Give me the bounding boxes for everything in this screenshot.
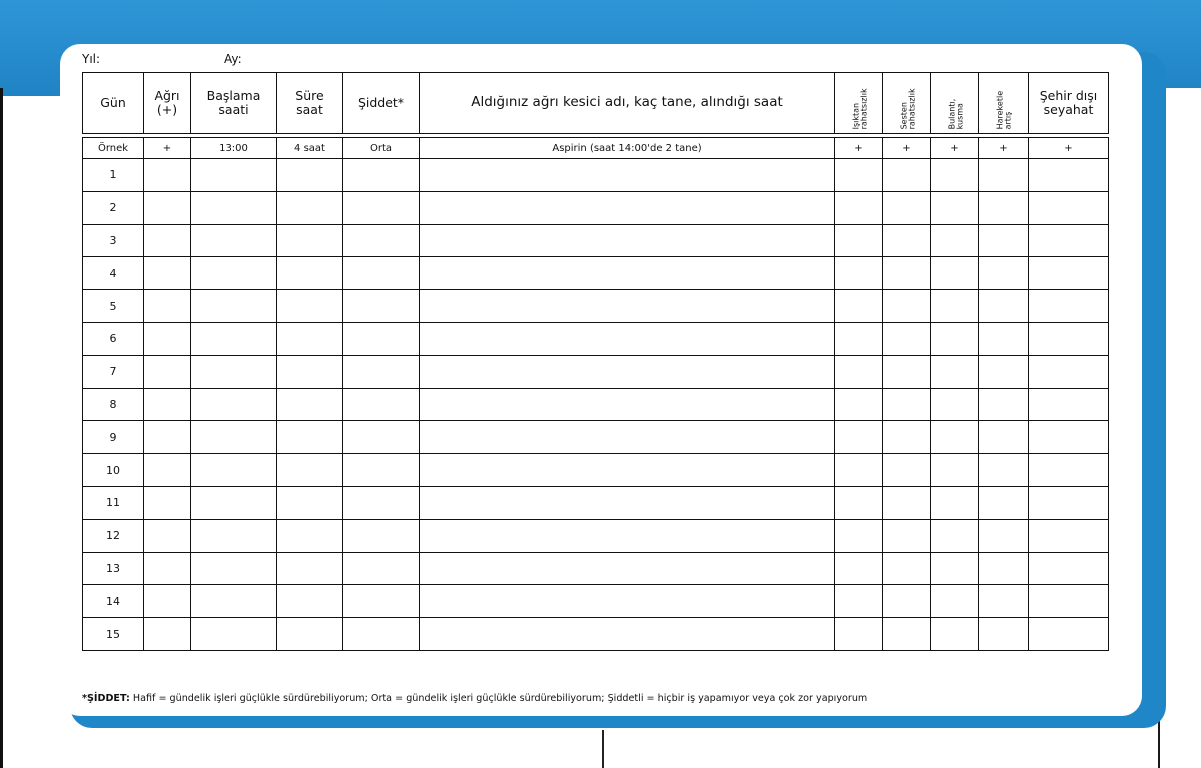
movement-cell[interactable] [979, 585, 1029, 618]
example-start-time: 13:00 [191, 138, 277, 159]
travel-cell[interactable] [1029, 159, 1109, 192]
painkiller-cell[interactable] [420, 585, 835, 618]
day-number: 12 [83, 519, 144, 552]
example-pain: + [144, 138, 191, 159]
painkiller-cell[interactable] [420, 486, 835, 519]
light-cell[interactable] [835, 290, 883, 323]
day-row [83, 618, 1109, 651]
painkiller-cell[interactable] [420, 322, 835, 355]
light-cell[interactable] [835, 618, 883, 651]
example-row [83, 138, 1109, 159]
day-number: 9 [83, 421, 144, 454]
sound-cell[interactable] [883, 322, 931, 355]
movement-cell[interactable] [979, 257, 1029, 290]
pain-cell[interactable] [144, 486, 191, 519]
day-row [83, 159, 1109, 192]
severity-cell[interactable] [343, 388, 420, 421]
nausea-cell[interactable] [931, 552, 979, 585]
day-row [83, 585, 1109, 618]
example-travel: + [1029, 138, 1109, 159]
painkiller-cell[interactable] [420, 355, 835, 388]
day-number: 3 [83, 224, 144, 257]
header-start-time: Başlama saati [191, 73, 277, 134]
light-cell[interactable] [835, 257, 883, 290]
sound-cell[interactable] [883, 159, 931, 192]
light-cell[interactable] [835, 552, 883, 585]
nausea-cell[interactable] [931, 322, 979, 355]
movement-cell[interactable] [979, 290, 1029, 323]
day-row [83, 224, 1109, 257]
example-day: Örnek [83, 138, 144, 159]
day-row [83, 191, 1109, 224]
year-label: Yıl: [82, 52, 101, 66]
start-time-cell[interactable] [191, 519, 277, 552]
start-time-cell[interactable] [191, 290, 277, 323]
pain-cell[interactable] [144, 519, 191, 552]
duration-cell[interactable] [277, 519, 343, 552]
sound-cell[interactable] [883, 290, 931, 323]
light-cell[interactable] [835, 421, 883, 454]
painkiller-cell[interactable] [420, 388, 835, 421]
painkiller-cell[interactable] [420, 257, 835, 290]
start-time-cell[interactable] [191, 388, 277, 421]
header-light-sensitivity: Işıktan rahatsızlık [835, 73, 883, 134]
severity-cell[interactable] [343, 519, 420, 552]
header-day: Gün [83, 73, 144, 134]
pain-cell[interactable] [144, 585, 191, 618]
pain-cell[interactable] [144, 552, 191, 585]
severity-cell[interactable] [343, 224, 420, 257]
severity-cell[interactable] [343, 618, 420, 651]
light-cell[interactable] [835, 585, 883, 618]
day-number: 15 [83, 618, 144, 651]
duration-cell[interactable] [277, 618, 343, 651]
painkiller-cell[interactable] [420, 552, 835, 585]
duration-cell[interactable] [277, 552, 343, 585]
painkiller-cell[interactable] [420, 421, 835, 454]
pain-cell[interactable] [144, 322, 191, 355]
severity-cell[interactable] [343, 290, 420, 323]
pain-cell[interactable] [144, 290, 191, 323]
day-row [83, 290, 1109, 323]
severity-cell[interactable] [343, 191, 420, 224]
day-row [83, 388, 1109, 421]
painkiller-cell[interactable] [420, 454, 835, 487]
travel-cell[interactable] [1029, 519, 1109, 552]
severity-cell[interactable] [343, 257, 420, 290]
day-number: 4 [83, 257, 144, 290]
day-number: 1 [83, 159, 144, 192]
sound-cell[interactable] [883, 519, 931, 552]
duration-cell[interactable] [277, 388, 343, 421]
start-time-cell[interactable] [191, 257, 277, 290]
nausea-cell[interactable] [931, 355, 979, 388]
sound-cell[interactable] [883, 224, 931, 257]
sound-cell[interactable] [883, 355, 931, 388]
duration-cell[interactable] [277, 421, 343, 454]
sound-cell[interactable] [883, 618, 931, 651]
severity-cell[interactable] [343, 454, 420, 487]
travel-cell[interactable] [1029, 454, 1109, 487]
bottom-divider-line [602, 730, 604, 768]
duration-cell[interactable] [277, 191, 343, 224]
nausea-cell[interactable] [931, 486, 979, 519]
travel-cell[interactable] [1029, 191, 1109, 224]
sound-cell[interactable] [883, 486, 931, 519]
pain-cell[interactable] [144, 257, 191, 290]
nausea-cell[interactable] [931, 224, 979, 257]
example-painkiller: Aspirin (saat 14:00'de 2 tane) [420, 138, 835, 159]
painkiller-cell[interactable] [420, 191, 835, 224]
day-number: 2 [83, 191, 144, 224]
nausea-cell[interactable] [931, 421, 979, 454]
duration-cell[interactable] [277, 224, 343, 257]
severity-footnote [82, 693, 867, 704]
day-row [83, 519, 1109, 552]
movement-cell[interactable] [979, 191, 1029, 224]
day-number: 11 [83, 486, 144, 519]
light-cell[interactable] [835, 454, 883, 487]
example-movement: + [979, 138, 1029, 159]
severity-cell[interactable] [343, 322, 420, 355]
start-time-cell[interactable] [191, 224, 277, 257]
nausea-cell[interactable] [931, 618, 979, 651]
header-row [83, 73, 1109, 134]
travel-cell[interactable] [1029, 224, 1109, 257]
day-row [83, 322, 1109, 355]
day-rows [83, 159, 1109, 651]
month-label: Ay: [224, 52, 242, 66]
light-cell[interactable] [835, 388, 883, 421]
header-nausea: Bulantı, kusma [931, 73, 979, 134]
nausea-cell[interactable] [931, 290, 979, 323]
movement-cell[interactable] [979, 618, 1029, 651]
left-edge-line [0, 88, 3, 768]
header-painkiller: Aldığınız ağrı kesici adı, kaç tane, alındığı saat [420, 73, 835, 134]
travel-cell[interactable] [1029, 486, 1109, 519]
movement-cell[interactable] [979, 519, 1029, 552]
movement-cell[interactable] [979, 159, 1029, 192]
header-severity: Şiddet* [343, 73, 420, 134]
light-cell[interactable] [835, 519, 883, 552]
example-duration: 4 saat [277, 138, 343, 159]
nausea-cell[interactable] [931, 454, 979, 487]
example-severity: Orta [343, 138, 420, 159]
nausea-cell[interactable] [931, 585, 979, 618]
severity-cell[interactable] [343, 552, 420, 585]
duration-cell[interactable] [277, 322, 343, 355]
pain-cell[interactable] [144, 159, 191, 192]
painkiller-cell[interactable] [420, 224, 835, 257]
movement-cell[interactable] [979, 552, 1029, 585]
light-cell[interactable] [835, 355, 883, 388]
light-cell[interactable] [835, 322, 883, 355]
footnote-text: Hafif = gündelik işleri güçlükle sürdürebiliyorum; Orta = gündelik işleri güçlükle sürdürebiliyorum; Şiddetli = hiçbir iş yapamıyor veya çok zor yapıyorum [129, 693, 868, 704]
day-row [83, 454, 1109, 487]
start-time-cell[interactable] [191, 454, 277, 487]
severity-cell[interactable] [343, 159, 420, 192]
painkiller-cell[interactable] [420, 290, 835, 323]
start-time-cell[interactable] [191, 355, 277, 388]
sound-cell[interactable] [883, 454, 931, 487]
travel-cell[interactable] [1029, 355, 1109, 388]
day-number: 14 [83, 585, 144, 618]
start-time-cell[interactable] [191, 486, 277, 519]
movement-cell[interactable] [979, 388, 1029, 421]
start-time-cell[interactable] [191, 585, 277, 618]
duration-cell[interactable] [277, 454, 343, 487]
travel-cell[interactable] [1029, 552, 1109, 585]
severity-cell[interactable] [343, 486, 420, 519]
movement-cell[interactable] [979, 486, 1029, 519]
light-cell[interactable] [835, 486, 883, 519]
header-movement: Hareketle artış [979, 73, 1029, 134]
day-number: 10 [83, 454, 144, 487]
sound-cell[interactable] [883, 388, 931, 421]
header-sound-sensitivity: Sesten rahatsızlık [883, 73, 931, 134]
pain-cell[interactable] [144, 355, 191, 388]
sound-cell[interactable] [883, 191, 931, 224]
pain-cell[interactable] [144, 191, 191, 224]
day-number: 6 [83, 322, 144, 355]
movement-cell[interactable] [979, 355, 1029, 388]
day-number: 8 [83, 388, 144, 421]
headache-diary-table [82, 72, 1109, 651]
day-number: 7 [83, 355, 144, 388]
nausea-cell[interactable] [931, 159, 979, 192]
nausea-cell[interactable] [931, 388, 979, 421]
day-row [83, 355, 1109, 388]
painkiller-cell[interactable] [420, 618, 835, 651]
duration-cell[interactable] [277, 585, 343, 618]
pain-cell[interactable] [144, 454, 191, 487]
example-sound: + [883, 138, 931, 159]
severity-cell[interactable] [343, 585, 420, 618]
day-row [83, 421, 1109, 454]
start-time-cell[interactable] [191, 421, 277, 454]
day-row [83, 257, 1109, 290]
movement-cell[interactable] [979, 224, 1029, 257]
pain-cell[interactable] [144, 618, 191, 651]
travel-cell[interactable] [1029, 257, 1109, 290]
day-number: 5 [83, 290, 144, 323]
nausea-cell[interactable] [931, 191, 979, 224]
nausea-cell[interactable] [931, 257, 979, 290]
footnote-label: *ŞİDDET: [82, 693, 130, 704]
sound-cell[interactable] [883, 585, 931, 618]
day-row [83, 486, 1109, 519]
duration-cell[interactable] [277, 486, 343, 519]
travel-cell[interactable] [1029, 322, 1109, 355]
painkiller-cell[interactable] [420, 159, 835, 192]
example-light: + [835, 138, 883, 159]
travel-cell[interactable] [1029, 585, 1109, 618]
day-number: 13 [83, 552, 144, 585]
duration-cell[interactable] [277, 355, 343, 388]
severity-cell[interactable] [343, 421, 420, 454]
movement-cell[interactable] [979, 322, 1029, 355]
severity-cell[interactable] [343, 355, 420, 388]
light-cell[interactable] [835, 159, 883, 192]
pain-cell[interactable] [144, 224, 191, 257]
travel-cell[interactable] [1029, 618, 1109, 651]
start-time-cell[interactable] [191, 618, 277, 651]
header-travel: Şehir dışı seyahat [1029, 73, 1109, 134]
header-duration: Süre saat [277, 73, 343, 134]
sound-cell[interactable] [883, 552, 931, 585]
sound-cell[interactable] [883, 421, 931, 454]
movement-cell[interactable] [979, 421, 1029, 454]
duration-cell[interactable] [277, 257, 343, 290]
start-time-cell[interactable] [191, 159, 277, 192]
example-nausea: + [931, 138, 979, 159]
pain-cell[interactable] [144, 421, 191, 454]
light-cell[interactable] [835, 191, 883, 224]
movement-cell[interactable] [979, 454, 1029, 487]
duration-cell[interactable] [277, 290, 343, 323]
light-cell[interactable] [835, 224, 883, 257]
pain-cell[interactable] [144, 388, 191, 421]
nausea-cell[interactable] [931, 519, 979, 552]
travel-cell[interactable] [1029, 421, 1109, 454]
travel-cell[interactable] [1029, 388, 1109, 421]
start-time-cell[interactable] [191, 552, 277, 585]
travel-cell[interactable] [1029, 290, 1109, 323]
painkiller-cell[interactable] [420, 519, 835, 552]
header-pain: Ağrı (+) [144, 73, 191, 134]
start-time-cell[interactable] [191, 191, 277, 224]
duration-cell[interactable] [277, 159, 343, 192]
start-time-cell[interactable] [191, 322, 277, 355]
day-row [83, 552, 1109, 585]
sound-cell[interactable] [883, 257, 931, 290]
